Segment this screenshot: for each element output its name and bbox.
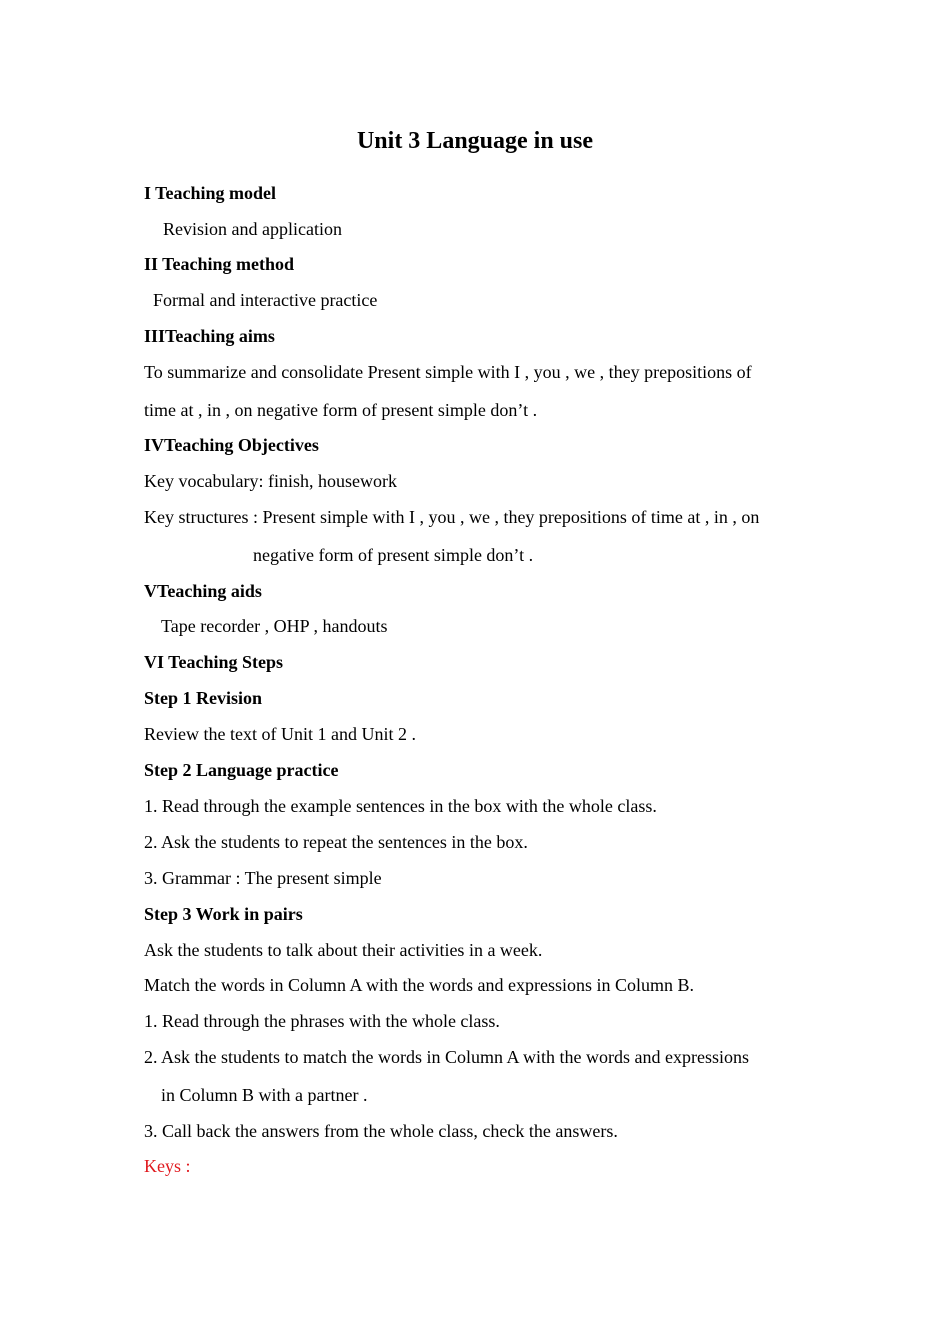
step-3-item-2-line-1: 2. Ask the students to match the words in Column A with the words and expressions (144, 1047, 749, 1067)
step-2-item-3: 3. Grammar : The present simple (144, 868, 382, 888)
step-2-item-1: 1. Read through the example sentences in the box with the whole class. (144, 796, 657, 816)
teaching-aids-text: Tape recorder , OHP , handouts (161, 616, 388, 636)
key-structures-line-1: Key structures : Present simple with I , you , we , they prepositions of time at , in , on (144, 507, 760, 527)
heading-teaching-steps: VI Teaching Steps (144, 652, 284, 672)
heading-teaching-aids: VTeaching aids (144, 581, 262, 601)
heading-step-3: Step 3 Work in pairs (144, 904, 303, 924)
keys-label: Keys : (144, 1156, 191, 1176)
heading-teaching-method: II Teaching method (144, 254, 295, 274)
teaching-aims-line-1: To summarize and consolidate Present simple with I , you , we , they prepositions of (144, 362, 752, 382)
step-3-intro-2: Match the words in Column A with the words and expressions in Column B. (144, 975, 694, 995)
teaching-method-text: Formal and interactive practice (153, 290, 378, 310)
step-1-text: Review the text of Unit 1 and Unit 2 . (144, 724, 416, 744)
step-2-item-2: 2. Ask the students to repeat the sentences in the box. (144, 832, 528, 852)
teaching-aims-line-2: time at , in , on negative form of present simple don’t . (144, 400, 538, 420)
heading-step-2: Step 2 Language practice (144, 760, 339, 780)
step-3-item-2-line-2: in Column B with a partner . (161, 1085, 368, 1105)
heading-teaching-aims: IIITeaching aims (144, 326, 275, 346)
page-title: Unit 3 Language in use (356, 128, 594, 154)
key-structures-line-2: negative form of present simple don’t . (253, 545, 534, 565)
step-3-intro-1: Ask the students to talk about their activities in a week. (144, 940, 543, 960)
teaching-model-text: Revision and application (163, 219, 342, 239)
heading-teaching-objectives: IVTeaching Objectives (144, 435, 319, 455)
step-3-item-3: 3. Call back the answers from the whole class, check the answers. (144, 1121, 618, 1141)
heading-step-1: Step 1 Revision (144, 688, 263, 708)
heading-teaching-model: I Teaching model (144, 183, 277, 203)
key-vocabulary: Key vocabulary: finish, housework (144, 471, 397, 491)
step-3-item-1: 1. Read through the phrases with the whole class. (144, 1011, 500, 1031)
